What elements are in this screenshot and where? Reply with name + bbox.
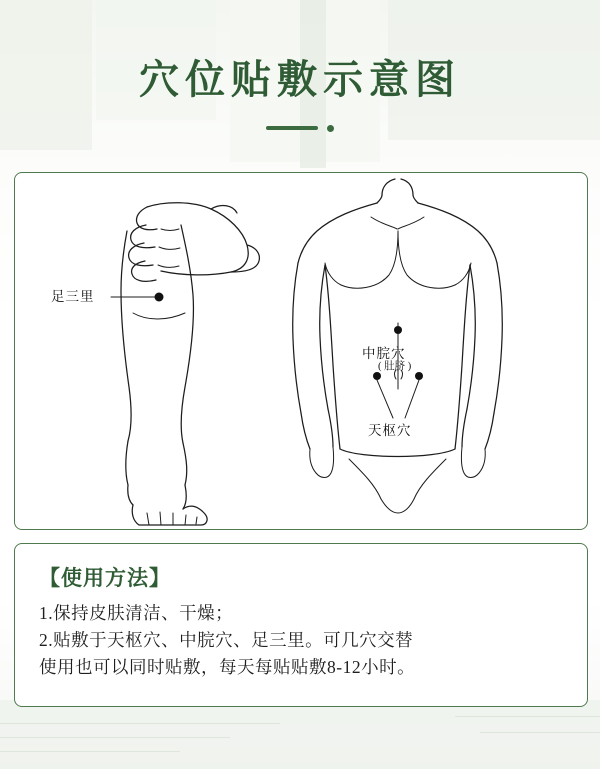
usage-content bbox=[15, 544, 587, 681]
background-line bbox=[0, 723, 280, 724]
hand-drawing bbox=[129, 203, 260, 282]
acupoint-dot-zhongwan bbox=[394, 326, 402, 334]
acupoint-dot-tianshu-left bbox=[373, 372, 381, 380]
acupoint-figure-panel bbox=[14, 172, 588, 530]
usage-panel bbox=[14, 543, 588, 707]
label-tianshu: 天枢穴 bbox=[368, 423, 412, 438]
acupoint-illustration bbox=[15, 173, 587, 529]
label-zusanli: 足三里 bbox=[51, 289, 95, 304]
acupoint-dot-zusanli bbox=[155, 293, 164, 302]
divider-dot bbox=[327, 125, 334, 132]
leg-drawing bbox=[51, 203, 259, 525]
torso-drawing bbox=[293, 179, 503, 513]
title-divider bbox=[0, 120, 600, 136]
background-line bbox=[0, 751, 180, 752]
label-zhongwan: 中脘穴 bbox=[362, 346, 406, 361]
background-line bbox=[455, 716, 600, 717]
usage-line-3: 使用也可以同时贴敷，每天每贴贴敷8-12小时。 bbox=[39, 657, 416, 678]
usage-line-1: 1.保持皮肤清洁、干燥； bbox=[39, 603, 234, 623]
page-title: 穴位贴敷示意图 bbox=[139, 57, 461, 102]
background-line bbox=[480, 732, 600, 733]
label-navel: ( 肚脐 ) bbox=[378, 361, 412, 372]
background-footer-band bbox=[0, 700, 600, 769]
usage-line-2: 2.贴敷于天枢穴、中脘穴、足三里。可几穴交替 bbox=[39, 630, 414, 651]
acupoint-dot-tianshu-right bbox=[415, 372, 423, 380]
divider-bar bbox=[266, 126, 318, 130]
background-line bbox=[0, 737, 230, 738]
usage-title: 【使用方法】 bbox=[39, 566, 171, 590]
